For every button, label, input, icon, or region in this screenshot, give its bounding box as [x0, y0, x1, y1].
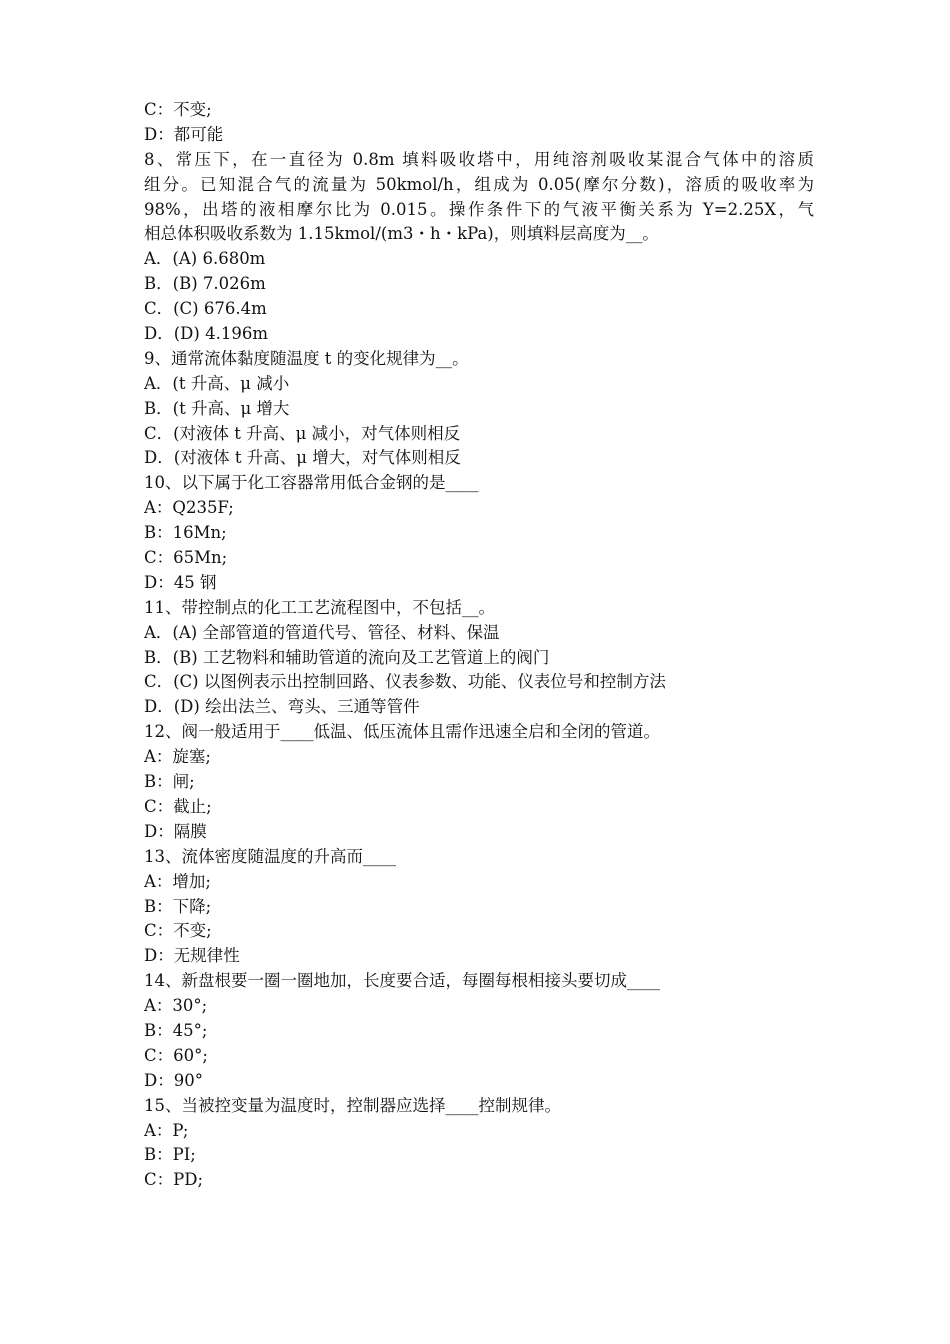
text-line: D：90°	[144, 1070, 203, 1090]
text-line: D：隔膜	[144, 821, 207, 841]
text-line: D：无规律性	[144, 946, 240, 966]
text-line: A：30°;	[144, 996, 208, 1016]
text-line: B．(t 升高、μ 增大	[144, 398, 290, 418]
text-line: A：增加;	[144, 871, 211, 891]
text-line: 14、新盘根要一圈一圈地加，长度要合适，每圈每根相接头要切成____	[144, 971, 660, 991]
text-line: 15、当被控变量为温度时，控制器应选择____控制规律。	[144, 1095, 561, 1115]
text-line: 10、以下属于化工容器常用低合金钢的是____	[144, 473, 479, 493]
text-line: C：不变;	[144, 921, 212, 941]
text-line: B．(B) 工艺物料和辅助管道的流向及工艺管道上的阀门	[144, 647, 550, 667]
text-line: C：65Mn;	[144, 548, 228, 568]
text-line: 12、阀一般适用于____低温、低压流体且需作迅速全启和全闭的管道。	[144, 722, 660, 742]
document-page	[144, 98, 814, 1193]
text-line: C：截止;	[144, 796, 212, 816]
text-line: D：都可能	[144, 124, 224, 144]
text-line: C：60°;	[144, 1045, 208, 1065]
text-line: A：P;	[144, 1120, 189, 1140]
text-line: C．(C) 以图例表示出控制回路、仪表参数、功能、仪表位号和控制方法	[144, 672, 666, 692]
text-line: 组分。已知混合气的流量为 50kmol/h，组成为 0.05(摩尔分数)，溶质的吸收率为	[144, 174, 814, 194]
text-line: B：45°;	[144, 1020, 208, 1040]
text-line: 9、通常流体黏度随温度 t 的变化规律为__。	[144, 348, 469, 368]
text-line: A．(A) 全部管道的管道代号、管径、材料、保温	[144, 622, 500, 642]
text-line: A：旋塞;	[144, 747, 211, 767]
text-line: D．(D) 绘出法兰、弯头、三通等管件	[144, 697, 420, 717]
text-line: D．(D) 4.196m	[144, 324, 268, 344]
text-line: 11、带控制点的化工工艺流程图中，不包括__。	[144, 597, 495, 617]
text-line: C．(对液体 t 升高、μ 减小，对气体则相反	[144, 423, 461, 443]
text-line: A：Q235F;	[144, 498, 234, 518]
text-line: 13、流体密度随温度的升高而____	[144, 846, 396, 866]
text-line: C：不变;	[144, 100, 212, 119]
text-line: C：PD;	[144, 1170, 204, 1190]
text-line: 相总体积吸收系数为 1.15kmol/(m3・h・kPa)，则填料层高度为__。	[144, 224, 659, 244]
text-line: B：闸;	[144, 772, 195, 792]
text-line: D：45 钢	[144, 572, 217, 592]
text-line: 8、常压下，在一直径为 0.8m 填料吸收塔中，用纯溶剂吸收某混合气体中的溶质	[144, 149, 814, 169]
text-line: B：PI;	[144, 1145, 196, 1165]
text-line: A．(A) 6.680m	[144, 249, 266, 269]
text-line: C．(C) 676.4m	[144, 299, 267, 319]
text-line: A．(t 升高、μ 减小	[144, 373, 290, 393]
text-line: B：16Mn;	[144, 523, 227, 543]
text-line: 98%，出塔的液相摩尔比为 0.015。操作条件下的气液平衡关系为 Y=2.25X，气	[144, 199, 814, 219]
text-line: B：下降;	[144, 896, 212, 916]
text-line: D．(对液体 t 升高、μ 增大，对气体则相反	[144, 448, 461, 468]
text-line: B．(B) 7.026m	[144, 274, 266, 294]
